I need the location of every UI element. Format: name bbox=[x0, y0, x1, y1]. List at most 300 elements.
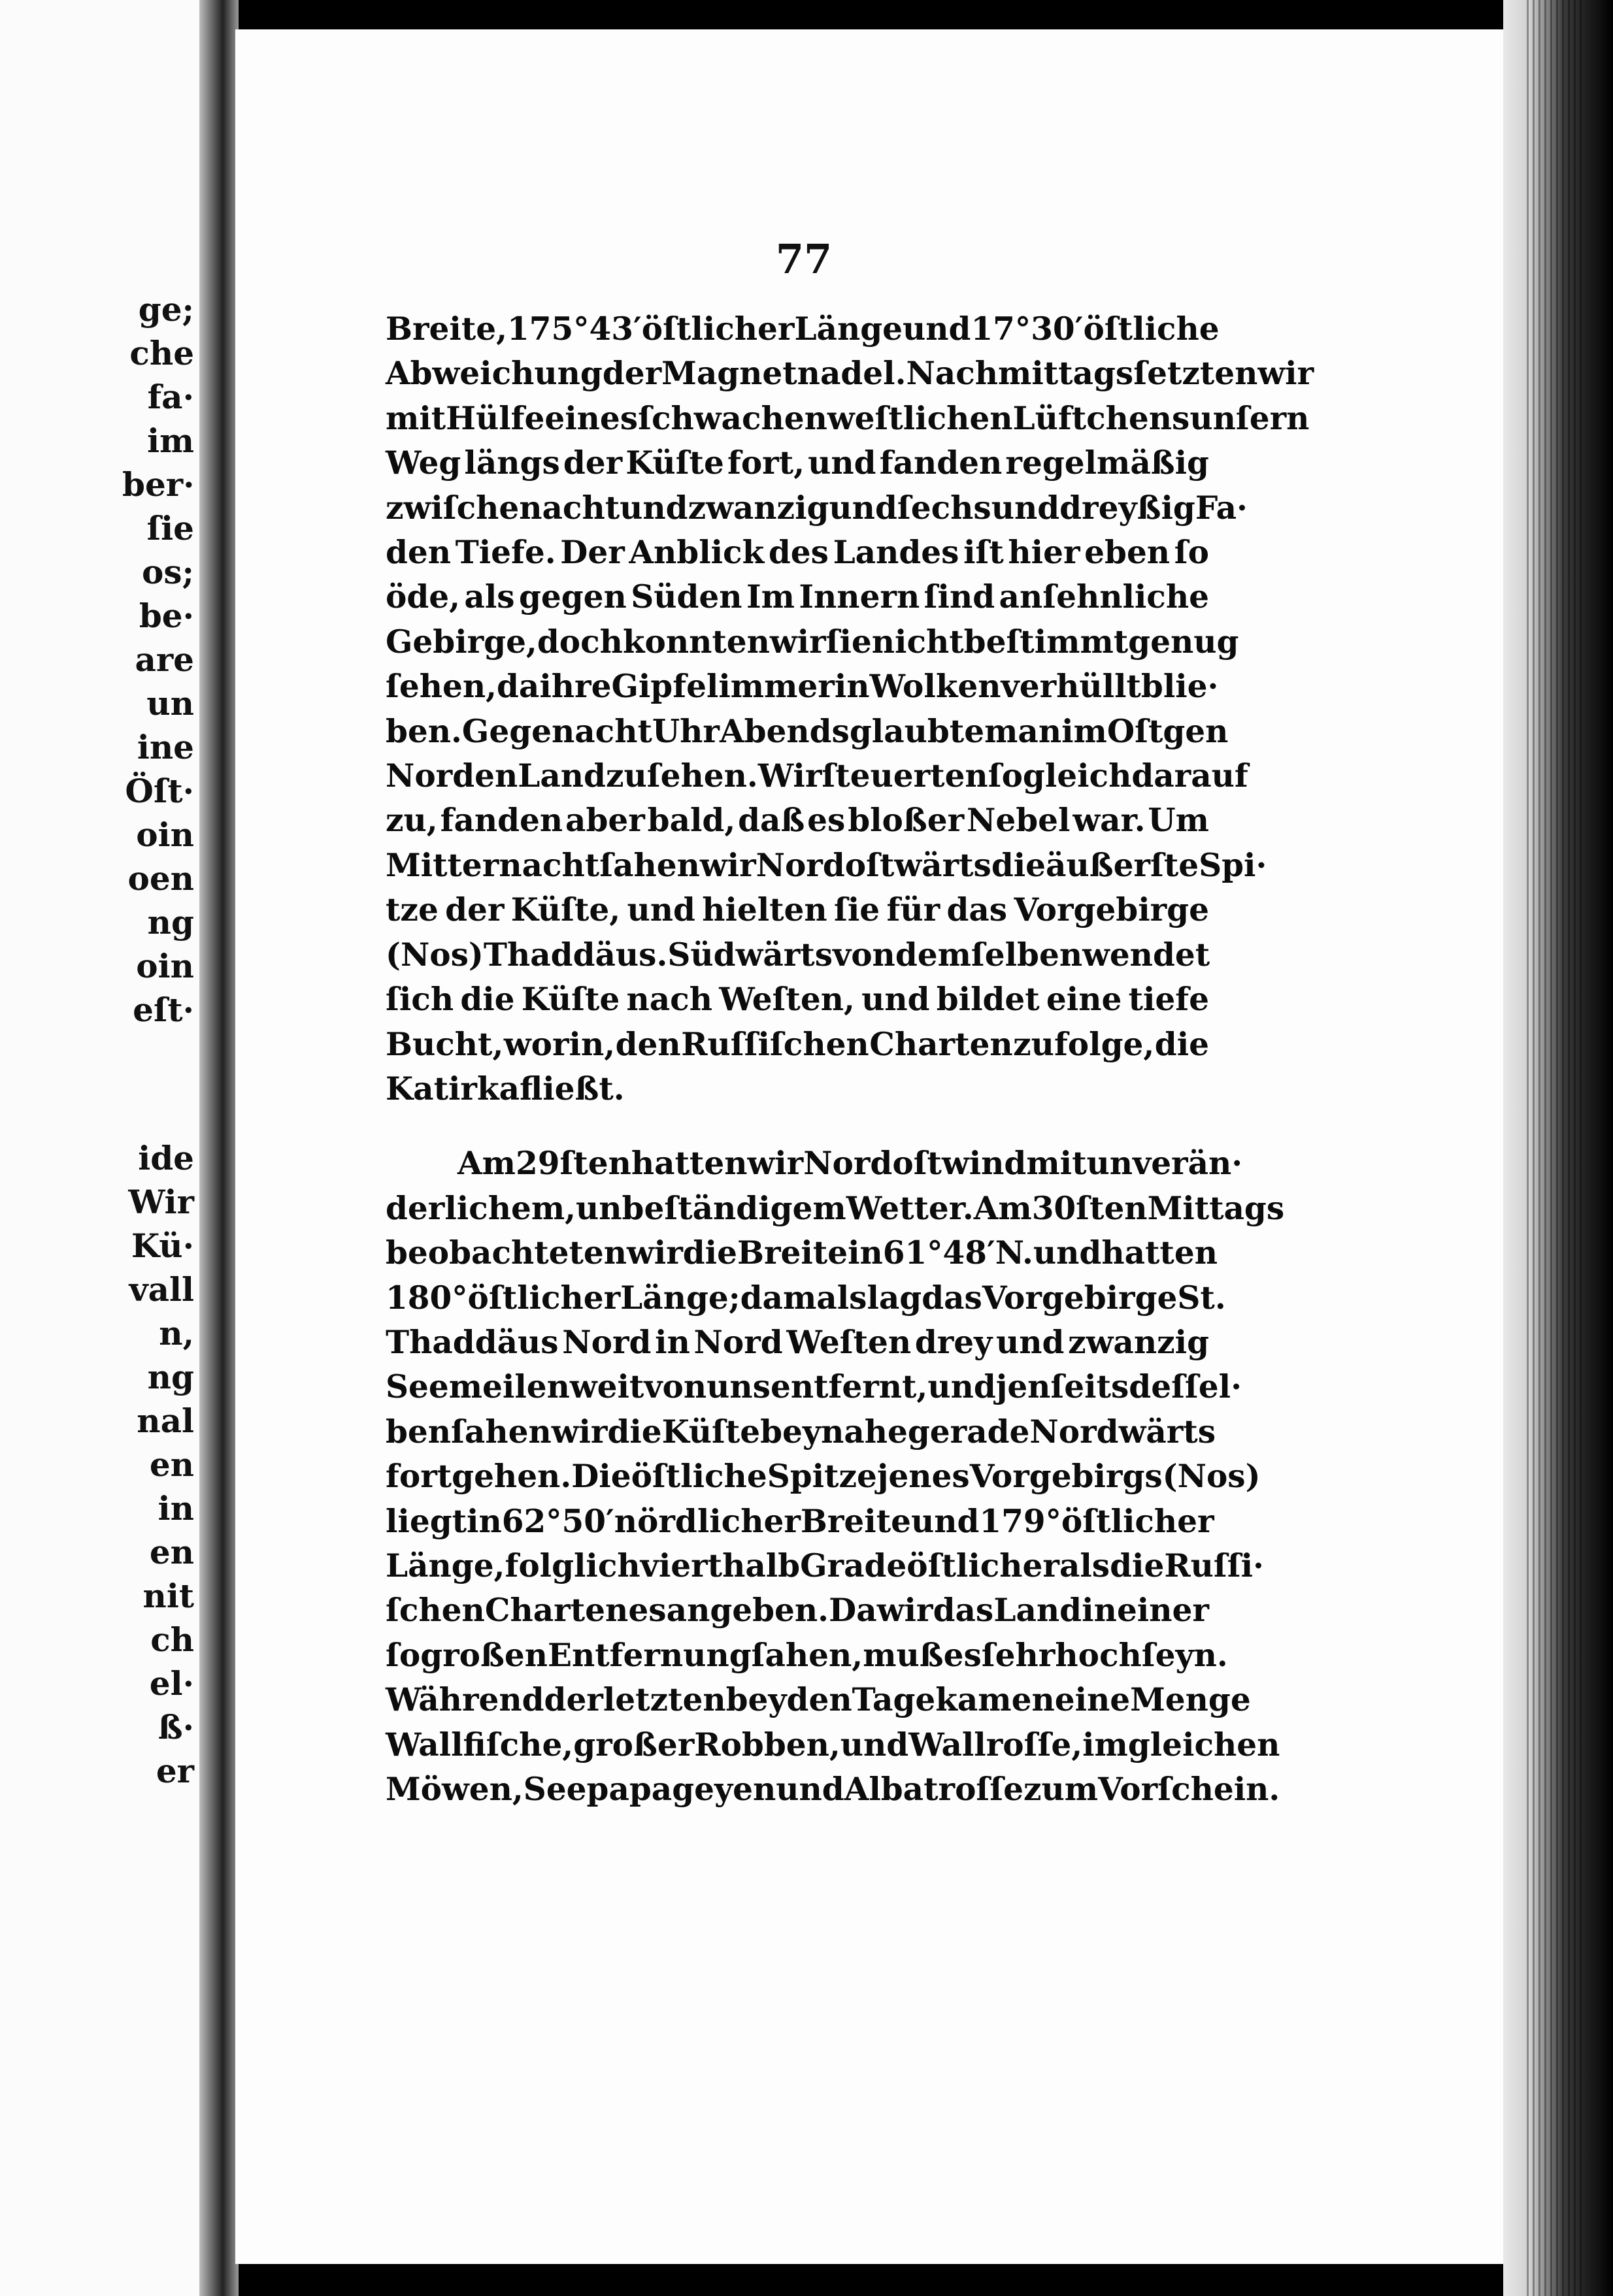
word: blie· bbox=[1140, 668, 1219, 706]
word: Wir bbox=[757, 757, 822, 795]
word: Magnetnadel. bbox=[661, 355, 906, 393]
left-page-fragment: ng bbox=[147, 1358, 194, 1396]
word: jenes bbox=[876, 1458, 970, 1496]
word: aber bbox=[565, 802, 645, 840]
left-page-fragment: che bbox=[129, 334, 194, 372]
word: bildet bbox=[936, 981, 1040, 1019]
word: Thaddäus bbox=[386, 1323, 559, 1361]
text-line bbox=[386, 1633, 1228, 1678]
word: lag bbox=[867, 1279, 922, 1317]
word: Nachmittags bbox=[906, 355, 1134, 393]
word: wir bbox=[769, 623, 826, 661]
word: es bbox=[628, 1592, 667, 1630]
text-line bbox=[386, 977, 1209, 1022]
word: unbeſtändigem bbox=[576, 1189, 846, 1227]
word: einer bbox=[1116, 1592, 1209, 1630]
word: fanden bbox=[440, 802, 563, 840]
text-line bbox=[386, 933, 1209, 977]
word: mit bbox=[1026, 1145, 1087, 1183]
left-page-fragment: eſt· bbox=[133, 991, 194, 1029]
word: Die bbox=[571, 1458, 631, 1496]
left-page-fragment: ge; bbox=[138, 290, 194, 329]
left-page-fragment: el· bbox=[149, 1664, 194, 1703]
word: die bbox=[1110, 1547, 1165, 1584]
word: großen bbox=[420, 1636, 548, 1674]
word: das bbox=[922, 1279, 982, 1317]
word: tze bbox=[386, 891, 439, 929]
word: in bbox=[467, 1502, 502, 1540]
word: fortgehen. bbox=[386, 1458, 572, 1496]
word: in bbox=[655, 1323, 690, 1361]
word: Am bbox=[457, 1145, 516, 1183]
word: Nebel bbox=[967, 802, 1071, 840]
word: weſtlichen bbox=[827, 399, 1013, 437]
paragraph bbox=[386, 1141, 1285, 1812]
word: Norden bbox=[386, 757, 518, 795]
word: worin, bbox=[503, 1025, 616, 1063]
word: Küſte bbox=[521, 981, 620, 1019]
word: des bbox=[768, 534, 829, 572]
word: Oſt bbox=[1106, 712, 1163, 750]
word: Breite bbox=[800, 1502, 911, 1540]
word: ſo bbox=[1174, 534, 1209, 572]
word: Bucht, bbox=[386, 1025, 504, 1063]
word: ſeyn. bbox=[1141, 1636, 1228, 1674]
word: und bbox=[620, 489, 688, 527]
word: ſahen bbox=[451, 1413, 552, 1451]
text-line bbox=[386, 1588, 1209, 1633]
text-line bbox=[386, 1767, 1280, 1812]
left-page-fragment: Öſt· bbox=[125, 772, 194, 810]
word: 50′ bbox=[561, 1502, 614, 1540]
word: zwanzig bbox=[1068, 1323, 1209, 1361]
word: folglich bbox=[505, 1547, 640, 1584]
text-line bbox=[386, 307, 1220, 352]
word: nicht bbox=[871, 623, 964, 661]
text-line bbox=[386, 1678, 1251, 1722]
word: ſind bbox=[923, 578, 995, 616]
word: 62° bbox=[501, 1502, 562, 1540]
word: Im bbox=[746, 578, 795, 616]
left-page-fragment: ine bbox=[137, 728, 194, 766]
left-page-fragment: un bbox=[146, 684, 194, 723]
word: beſtimmt bbox=[963, 623, 1129, 661]
word: wendet bbox=[1082, 936, 1210, 974]
word: beyden bbox=[725, 1681, 852, 1719]
word: und bbox=[927, 1368, 996, 1406]
word: Charten bbox=[869, 1025, 1013, 1063]
word: Seemeilen bbox=[386, 1368, 570, 1406]
left-page-fragment: nit bbox=[142, 1577, 194, 1615]
word: ſahen bbox=[599, 846, 700, 884]
word: Süden bbox=[631, 578, 742, 616]
word: deſſel· bbox=[1129, 1368, 1242, 1406]
word: Am bbox=[973, 1189, 1032, 1227]
text-line bbox=[386, 844, 1267, 888]
word: nach bbox=[626, 981, 712, 1019]
word: unverän· bbox=[1086, 1145, 1243, 1183]
word: Anblick bbox=[629, 534, 765, 572]
left-page-fragment: im bbox=[147, 421, 194, 460]
left-page-fragment: be· bbox=[139, 597, 194, 635]
word: 43′ bbox=[589, 310, 642, 348]
word: (Nos) bbox=[1162, 1458, 1261, 1496]
word: und bbox=[861, 981, 930, 1019]
word: den bbox=[386, 534, 452, 572]
word: immer bbox=[718, 668, 835, 706]
word: Nordoſtwind bbox=[803, 1145, 1027, 1183]
word: ſchen bbox=[386, 1592, 485, 1630]
text-line bbox=[386, 531, 1209, 575]
word: für bbox=[886, 891, 940, 929]
word: hatten bbox=[1101, 1234, 1218, 1272]
word: Hülfe bbox=[446, 399, 545, 437]
word: in bbox=[834, 668, 870, 706]
word: Ruſſiſchen bbox=[681, 1025, 869, 1063]
word: im bbox=[1061, 712, 1107, 750]
word: Nordwärts bbox=[1029, 1413, 1216, 1451]
word: wir bbox=[876, 1592, 933, 1630]
text-line bbox=[386, 441, 1209, 485]
text-line bbox=[386, 1544, 1264, 1588]
word: hoch bbox=[1055, 1636, 1142, 1674]
word: Abweichung bbox=[386, 355, 603, 393]
left-page-fragment: n, bbox=[159, 1314, 194, 1353]
word: Uhr bbox=[652, 712, 720, 750]
word: die bbox=[682, 1234, 737, 1272]
word: in bbox=[1082, 1592, 1117, 1630]
word: Um bbox=[1148, 802, 1209, 840]
word: ſo bbox=[386, 1636, 421, 1674]
word: als bbox=[1059, 1547, 1110, 1584]
text-line bbox=[386, 397, 1310, 441]
word: und bbox=[808, 444, 876, 482]
word: Weſten bbox=[786, 1323, 912, 1361]
word: Weſten, bbox=[719, 981, 855, 1019]
word: acht bbox=[542, 489, 620, 527]
left-page-fragment: nal bbox=[137, 1402, 194, 1440]
word: Nord bbox=[693, 1323, 783, 1361]
page-number: 77 bbox=[775, 235, 833, 283]
word: den bbox=[615, 1025, 681, 1063]
word: ſahen, bbox=[751, 1636, 863, 1674]
left-page-fragment: er bbox=[156, 1752, 194, 1790]
text-line bbox=[386, 888, 1209, 932]
left-page-fragment: ß· bbox=[158, 1708, 194, 1747]
word: wir bbox=[747, 1145, 804, 1183]
word: jenſeits bbox=[995, 1368, 1129, 1406]
word: unſern bbox=[1189, 399, 1310, 437]
left-page-fragment: ſie bbox=[146, 509, 194, 548]
left-page-fragment: oin bbox=[136, 947, 194, 985]
left-page-fragment: ch bbox=[150, 1620, 194, 1659]
word: ſehr bbox=[981, 1636, 1056, 1674]
word: öſtlicher bbox=[467, 1279, 621, 1317]
left-page-fragment: ng bbox=[147, 903, 194, 942]
word: wir bbox=[699, 846, 756, 884]
word: öſtliche bbox=[1083, 310, 1220, 348]
word: Länge, bbox=[386, 1547, 505, 1584]
word: und bbox=[910, 1502, 980, 1540]
word: Abends bbox=[719, 712, 850, 750]
text-line bbox=[386, 1231, 1218, 1275]
word: glaubte bbox=[849, 712, 985, 750]
word: dreyßig bbox=[1059, 489, 1195, 527]
text-line bbox=[386, 664, 1219, 709]
word: die bbox=[607, 1413, 662, 1451]
word: Tiefe. bbox=[455, 534, 556, 572]
word: zwiſchen bbox=[386, 489, 542, 527]
text-line bbox=[386, 1141, 1243, 1186]
word: Der bbox=[560, 534, 625, 572]
text-line bbox=[386, 486, 1248, 531]
word: Menge bbox=[1130, 1681, 1251, 1719]
word: Weg bbox=[386, 444, 461, 482]
word: Während bbox=[386, 1681, 544, 1719]
text-line bbox=[386, 1365, 1242, 1409]
word: drey bbox=[914, 1323, 993, 1361]
word: ſie bbox=[834, 891, 880, 929]
word: der bbox=[445, 891, 505, 929]
word: verhüllt bbox=[1001, 668, 1141, 706]
word: daß bbox=[738, 802, 805, 840]
word: weit bbox=[569, 1368, 644, 1406]
text-line bbox=[386, 1454, 1261, 1499]
word: Wetter. bbox=[846, 1189, 974, 1227]
word: öſtlicher bbox=[641, 310, 795, 348]
word: der bbox=[563, 444, 623, 482]
word: Wallroſſe, bbox=[908, 1726, 1083, 1763]
word: und bbox=[903, 310, 971, 348]
word: öſtlicher bbox=[1061, 1502, 1214, 1540]
word: Küſte bbox=[625, 444, 724, 482]
word: Breite, bbox=[386, 310, 507, 348]
word: der bbox=[544, 1681, 603, 1719]
word: Spitze bbox=[767, 1458, 877, 1496]
word: Küſte bbox=[661, 1413, 761, 1451]
word: Katirka bbox=[386, 1070, 520, 1107]
text-line bbox=[386, 1500, 1214, 1544]
word: ſetzten bbox=[1133, 355, 1258, 393]
word: ſich bbox=[386, 981, 454, 1019]
word: Robben, bbox=[694, 1726, 840, 1763]
word: wir bbox=[627, 1234, 683, 1272]
word: liegt bbox=[386, 1502, 467, 1540]
word: Länge bbox=[794, 310, 903, 348]
word: zu, bbox=[386, 802, 438, 840]
left-page-fragment: en bbox=[149, 1445, 194, 1484]
word: Land bbox=[993, 1592, 1082, 1630]
left-page-fragment: oen bbox=[127, 859, 194, 898]
word: und bbox=[1033, 1234, 1102, 1272]
word: beynahe bbox=[760, 1413, 908, 1451]
word: eben bbox=[1084, 534, 1171, 572]
left-page-fragment: in bbox=[158, 1489, 194, 1528]
word: die bbox=[1154, 1025, 1209, 1063]
word: Entfernung bbox=[548, 1636, 752, 1674]
word: imgleichen bbox=[1082, 1726, 1280, 1763]
word: längs bbox=[464, 444, 560, 482]
word: es bbox=[943, 1636, 982, 1674]
word: und bbox=[829, 489, 897, 527]
word: Lüftchens bbox=[1012, 399, 1190, 437]
word: kamen bbox=[935, 1681, 1055, 1719]
word: man bbox=[984, 712, 1062, 750]
word: damals bbox=[740, 1279, 867, 1317]
word: Land bbox=[518, 757, 606, 795]
left-page-text-fragments bbox=[122, 287, 194, 1793]
word: ſchwachen bbox=[638, 399, 827, 437]
page-edge-texture bbox=[1523, 0, 1582, 2296]
word: gen bbox=[1163, 712, 1229, 750]
text-line bbox=[386, 1067, 1209, 1111]
word: öde, bbox=[386, 578, 461, 616]
word: muß bbox=[863, 1636, 944, 1674]
word: eines bbox=[544, 399, 639, 437]
text-line bbox=[386, 1410, 1216, 1454]
word: Seepapageyen bbox=[523, 1771, 776, 1808]
word: von bbox=[644, 1368, 707, 1406]
word: öſtlicher bbox=[906, 1547, 1059, 1584]
word: Landes bbox=[833, 534, 959, 572]
word: Gipfel bbox=[611, 668, 719, 706]
word: Grade bbox=[800, 1547, 907, 1584]
word: Vorgebirge bbox=[1014, 891, 1209, 929]
word: der bbox=[602, 355, 662, 393]
word: 30′ bbox=[1031, 310, 1084, 348]
word: als bbox=[464, 578, 515, 616]
word: zu bbox=[605, 757, 647, 795]
word: Wallfiſche, bbox=[386, 1726, 574, 1763]
left-page-fragment: Wir bbox=[128, 1183, 194, 1221]
word: 179° bbox=[979, 1502, 1061, 1540]
word: ben. bbox=[386, 712, 462, 750]
left-page-fragment: en bbox=[149, 1533, 194, 1571]
left-page-fragment: vall bbox=[129, 1270, 194, 1309]
word: 48′ bbox=[942, 1234, 995, 1272]
word: ſechs bbox=[897, 489, 991, 527]
word: Albatroſſe bbox=[844, 1771, 1023, 1808]
word: ſehen. bbox=[646, 757, 758, 795]
text-line bbox=[386, 1187, 1285, 1231]
word: Möwen, bbox=[386, 1771, 524, 1808]
word: zufolge, bbox=[1013, 1025, 1155, 1063]
word: Gebirge, bbox=[386, 623, 537, 661]
word: die bbox=[460, 981, 515, 1019]
word: 29ſten bbox=[515, 1145, 631, 1183]
word: ben bbox=[386, 1413, 452, 1451]
word: beobachteten bbox=[386, 1234, 627, 1272]
left-page-fragment: ide bbox=[138, 1139, 194, 1177]
word: öſtliche bbox=[631, 1458, 767, 1496]
word: Fa· bbox=[1195, 489, 1248, 527]
word: gerade bbox=[907, 1413, 1030, 1451]
text-line bbox=[386, 575, 1209, 619]
word: und bbox=[776, 1771, 844, 1808]
word: Tage bbox=[852, 1681, 936, 1719]
word: hielten bbox=[702, 891, 827, 929]
left-page-fragment: are bbox=[135, 640, 194, 679]
word: Gegen bbox=[461, 712, 575, 750]
word: Innern bbox=[799, 578, 920, 616]
word: ihre bbox=[539, 668, 612, 706]
word: eine bbox=[1054, 1681, 1131, 1719]
word: Nordoſtwärts bbox=[756, 846, 991, 884]
word: demſelben bbox=[895, 936, 1083, 974]
word: da bbox=[497, 668, 540, 706]
word: das bbox=[933, 1592, 994, 1630]
word: und bbox=[627, 891, 695, 929]
text-line bbox=[386, 352, 1314, 396]
word: Thaddäus. bbox=[483, 936, 668, 974]
word: es bbox=[807, 802, 846, 840]
word: N. bbox=[995, 1234, 1033, 1272]
word: hatten bbox=[631, 1145, 748, 1183]
word: eine bbox=[1046, 981, 1122, 1019]
left-page-fragment: os; bbox=[142, 553, 194, 591]
text-line bbox=[386, 1276, 1226, 1320]
text-line bbox=[386, 754, 1248, 798]
word: ſie bbox=[825, 623, 872, 661]
word: Mitternacht bbox=[386, 846, 600, 884]
word: Spi· bbox=[1199, 846, 1267, 884]
word: war. bbox=[1073, 802, 1146, 840]
word: Küſte, bbox=[510, 891, 621, 929]
word: (Nos) bbox=[386, 936, 484, 974]
word: Charten bbox=[484, 1592, 629, 1630]
word: nördlicher bbox=[614, 1502, 801, 1540]
paragraph bbox=[386, 307, 1314, 1111]
left-page-fragment: ber· bbox=[122, 465, 195, 504]
left-page-fragment: fa· bbox=[147, 378, 194, 416]
word: hier bbox=[1008, 534, 1080, 572]
word: Da bbox=[829, 1592, 877, 1630]
word: iſt bbox=[963, 534, 1004, 572]
word: ſteuerten bbox=[822, 757, 988, 795]
word: und bbox=[991, 489, 1060, 527]
word: genug bbox=[1128, 623, 1239, 661]
word: fanden bbox=[879, 444, 1003, 482]
word: wir bbox=[1257, 355, 1314, 393]
word: äußerſte bbox=[1046, 846, 1199, 884]
left-facing-page bbox=[0, 0, 199, 2296]
word: in bbox=[848, 1234, 883, 1272]
word: regelmäßig bbox=[1005, 444, 1209, 482]
word: 175° bbox=[507, 310, 590, 348]
word: Vorſchein. bbox=[1098, 1771, 1280, 1808]
word: Südwärts bbox=[667, 936, 833, 974]
text-line bbox=[386, 620, 1239, 664]
word: Breite bbox=[737, 1234, 848, 1272]
word: Länge; bbox=[620, 1279, 740, 1317]
word: darauf bbox=[1131, 757, 1248, 795]
word: Ruſſi· bbox=[1164, 1547, 1264, 1584]
word: vierthalb bbox=[640, 1547, 801, 1584]
word: 180° bbox=[386, 1279, 468, 1317]
word: das bbox=[946, 891, 1008, 929]
word: 30ſten bbox=[1031, 1189, 1148, 1227]
left-page-fragment: Kü· bbox=[131, 1226, 194, 1265]
word: und bbox=[996, 1323, 1065, 1361]
word: konnten bbox=[622, 623, 770, 661]
word: zum bbox=[1023, 1771, 1099, 1808]
word: von bbox=[833, 936, 895, 974]
word: gegen bbox=[518, 578, 627, 616]
word: ſogleich bbox=[988, 757, 1132, 795]
word: die bbox=[991, 846, 1046, 884]
word: zwanzig bbox=[688, 489, 829, 527]
left-page-fragment: oin bbox=[136, 815, 194, 854]
